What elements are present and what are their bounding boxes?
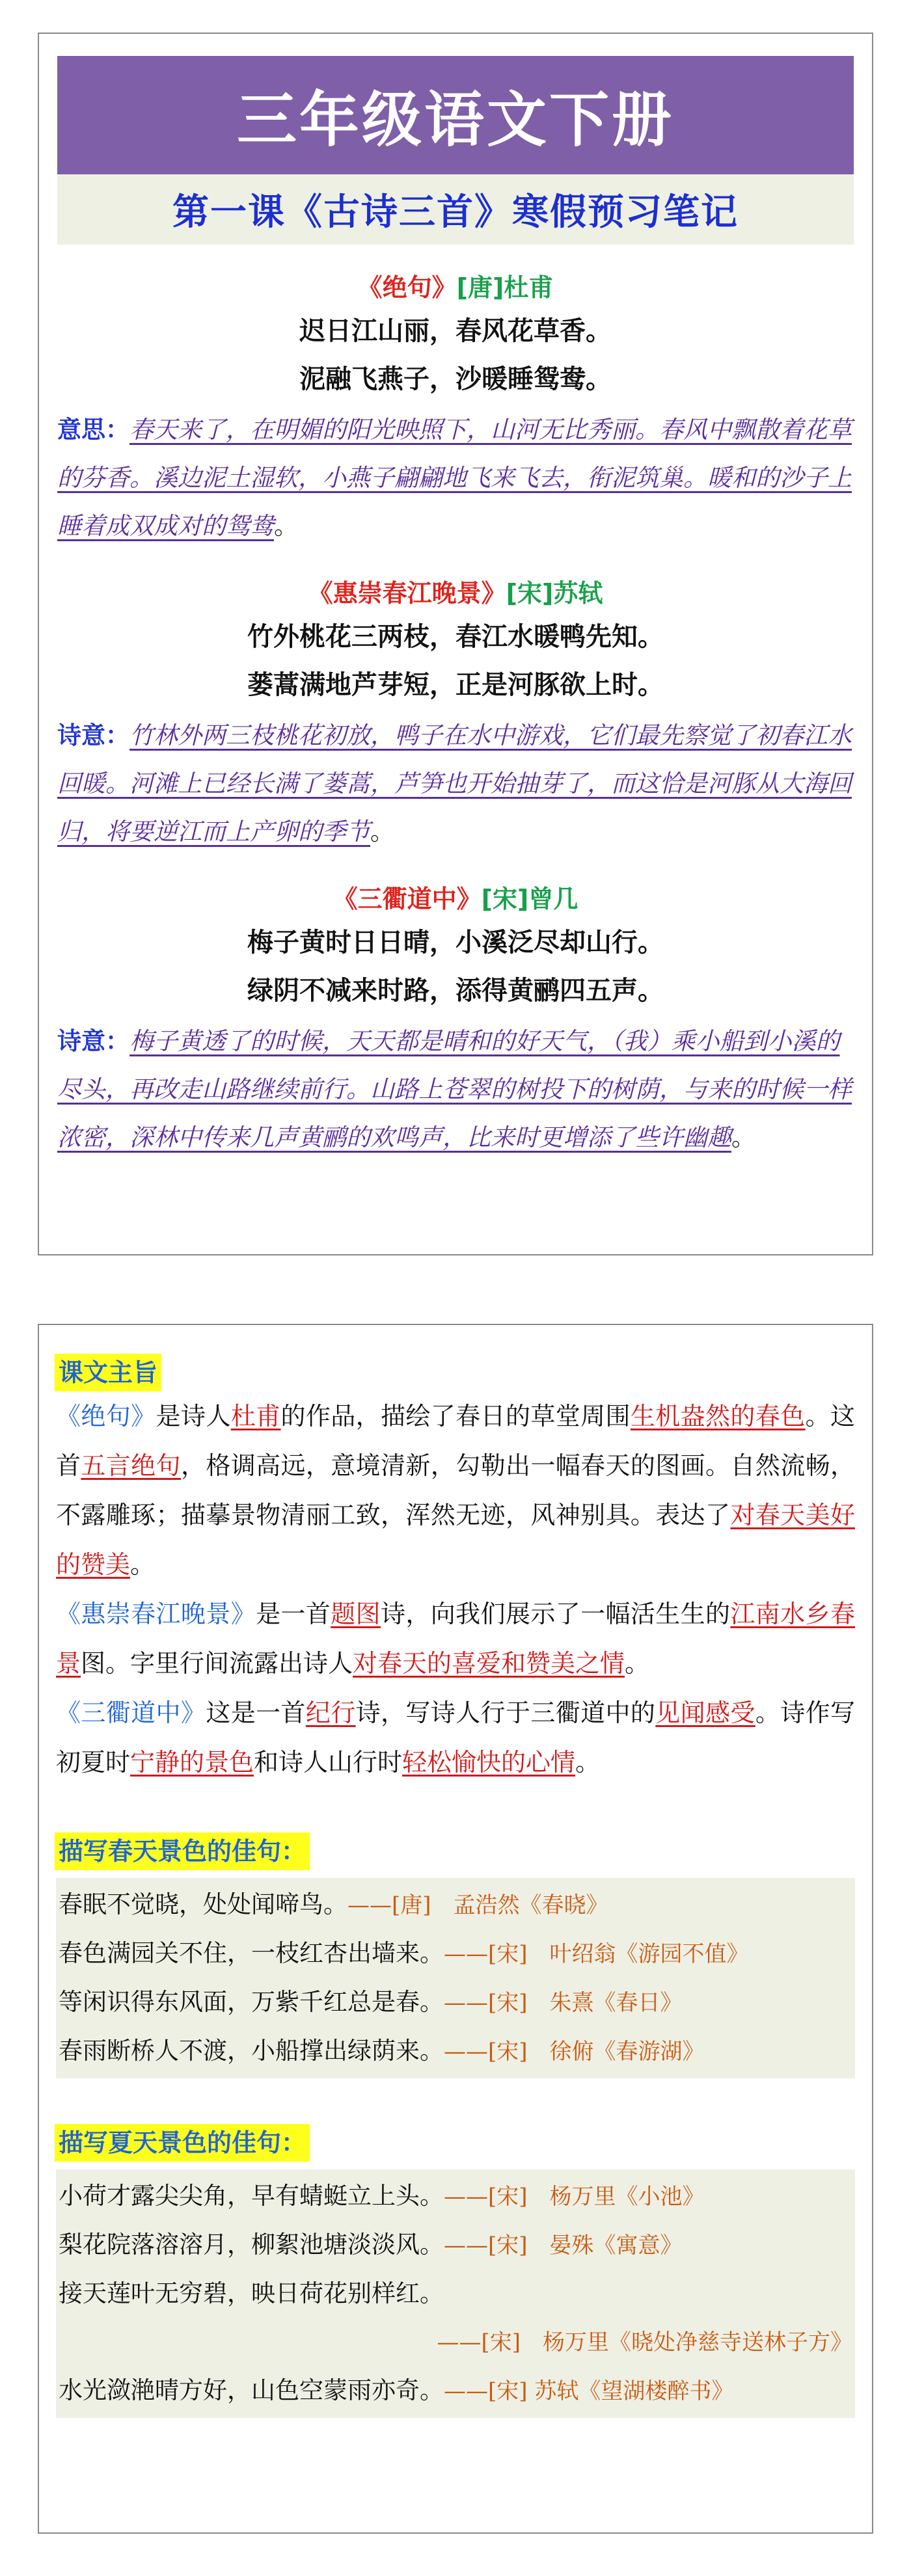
quote-source: ——[宋] 晏殊《寓意》 — [444, 2233, 683, 2259]
summary-text: 的作品，描绘了春日的草堂周围 — [280, 1402, 631, 1430]
poem-sanqu — [57, 879, 854, 1162]
poem-author: [宋]苏轼 — [506, 579, 603, 608]
meaning-end: 。 — [731, 1123, 755, 1151]
meaning-text: 梅子黄透了的时候，天天都是晴和的好天气，（我）乘小船到小溪的尽头，再改走山路继续前行。山路上苍翠的树投下的树荫，与来的时候一样浓密，深林中传来几声黄鹂的欢鸣声，比来时更增添了些许幽趣 — [57, 1027, 852, 1151]
highlight-text: 对春天的喜爱和赞美之情 — [353, 1649, 625, 1678]
quote-text: 春色满园关不住，一枝红杏出墙来。 — [59, 1939, 444, 1967]
poem-name: 《惠崇春江晚景》 — [308, 579, 506, 608]
summary-text: 诗，写诗人行于三衢道中的 — [355, 1698, 656, 1727]
summary-paragraph — [56, 1589, 855, 1688]
poem-name: 《三衢道中》 — [333, 885, 482, 913]
highlight-text: 五言绝句 — [81, 1451, 181, 1480]
quote-source: ——[唐] 孟浩然《春晓》 — [347, 1892, 608, 1918]
quote-text: 春雨断桥人不渡，小船撑出绿荫来。 — [59, 2037, 444, 2065]
spring-quotes — [56, 1878, 855, 2078]
summary-text: 是一首 — [256, 1600, 331, 1628]
highlight-text: 对春天美好的赞美 — [56, 1501, 855, 1579]
highlight-text: 江南水乡春景 — [56, 1600, 855, 1678]
page-title: 三年级语文下册 — [57, 56, 854, 174]
highlight-text: 轻松愉快的心情 — [402, 1748, 576, 1777]
poems-card — [38, 33, 873, 1255]
poem-author: [唐]杜甫 — [456, 273, 554, 302]
summary-heading: 课文主旨 — [55, 1354, 161, 1391]
poem-author: [宋]曾几 — [481, 885, 578, 913]
meaning-text: 竹林外两三枝桃花初放，鸭子在水中游戏，它们最先察觉了初春江水回暖。河滩上已经长满了蒌蒿，芦笋也开始抽芽了，而这恰是河豚从大海回归，将要逆江而上产卵的季节 — [57, 721, 852, 846]
quote-text: 小荷才露尖尖角，早有蜻蜓立上头。 — [59, 2182, 444, 2210]
quote-line — [59, 2221, 852, 2270]
highlight-text: 纪行 — [305, 1698, 356, 1727]
meaning-label: 诗意： — [57, 1027, 129, 1055]
meaning-text: 春天来了，在明媚的阳光映照下，山河无比秀丽。春风中飘散着花草的芬香。溪边泥土湿软，小燕子翩翩地飞来飞去，衔泥筑巢。暖和的沙子上睡着成双成对的鸳鸯 — [57, 416, 852, 540]
summary-text: 是诗人 — [156, 1402, 231, 1430]
quote-source: ——[宋] 杨万里《小池》 — [444, 2184, 705, 2210]
summary-text: ，格调高远，意境清新，勾勒出一幅春天的图画。自然流畅，不露雕琢；描摹景物清丽工致，浑然无迹，风神别具。表达了 — [56, 1451, 855, 1529]
poem-title — [57, 879, 854, 919]
summary-text: 和诗人山行时 — [254, 1748, 403, 1777]
highlight-text: 《三衢道中》 — [56, 1698, 206, 1727]
meaning-label: 意思： — [57, 416, 129, 444]
poem-line: 蒌蒿满地芦芽短，正是河豚欲上时。 — [247, 670, 664, 700]
highlight-text: 生机盎然的春色 — [630, 1402, 806, 1430]
poem-meaning — [57, 712, 854, 856]
poem-jueju — [57, 268, 854, 550]
quote-line — [59, 2367, 852, 2415]
quote-source: ——[宋] 苏轼《望湖楼醉书》 — [444, 2378, 734, 2404]
quote-text: 水光潋滟晴方好，山色空蒙雨亦奇。 — [59, 2376, 444, 2404]
summary-text: 。 — [130, 1550, 156, 1579]
quote-line — [59, 2270, 852, 2318]
highlight-text: 题图 — [331, 1600, 381, 1628]
quote-line — [59, 1929, 852, 1978]
spring-heading: 描写春天景色的佳句： — [55, 1832, 310, 1870]
meaning-end: 。 — [370, 818, 394, 846]
poem-huichong — [57, 574, 854, 856]
summary-text: 。这首 — [56, 1402, 855, 1480]
quote-source: ——[宋] 徐俯《春游湖》 — [444, 2039, 705, 2065]
poem-line: 泥融飞燕子，沙暖睡鸳鸯。 — [299, 364, 612, 394]
highlight-text: 杜甫 — [230, 1402, 281, 1430]
quote-text: 梨花院落溶溶月，柳絮池塘淡淡风。 — [59, 2231, 444, 2259]
poem-title — [57, 574, 854, 613]
quote-text: 接天莲叶无穷碧，映日荷花别样红。 — [59, 2279, 444, 2307]
quote-source: ——[宋] 朱熹《春日》 — [444, 1990, 683, 2016]
poem-meaning — [57, 406, 854, 550]
quote-source: ——[宋] 杨万里《晓处净慈寺送林子方》 — [437, 2329, 852, 2355]
poem-meaning — [57, 1017, 854, 1162]
summary-text: 这是一首 — [206, 1698, 306, 1727]
poem-name: 《绝句》 — [357, 273, 457, 302]
quote-line — [59, 1881, 852, 1929]
poem-line: 竹外桃花三两枝，春江水暖鸭先知。 — [247, 622, 664, 652]
summary-text: 图。字里行间流露出诗人 — [81, 1649, 353, 1678]
summer-heading: 描写夏天景色的佳句： — [55, 2124, 310, 2162]
quote-line — [59, 1978, 852, 2027]
poem-line: 梅子黄时日日晴，小溪泛尽却山行。 — [247, 928, 664, 958]
quote-text: 等闲识得东风面，万紫千红总是春。 — [59, 1988, 444, 2016]
quote-line — [59, 2027, 852, 2076]
highlight-text: 《惠崇春江晚景》 — [56, 1600, 256, 1628]
poem-line: 迟日江山丽，春风花草香。 — [299, 316, 612, 346]
poem-title — [57, 268, 854, 307]
notes-card — [38, 1324, 873, 2534]
highlight-text: 见闻感受 — [655, 1698, 755, 1727]
meaning-label: 诗意： — [57, 721, 129, 749]
summary-paragraph — [56, 1688, 855, 1787]
meaning-end: 。 — [274, 512, 298, 540]
highlight-text: 宁静的景色 — [130, 1748, 254, 1777]
highlight-text: 《绝句》 — [56, 1402, 156, 1430]
summary-text: 。 — [625, 1649, 650, 1678]
quote-line — [59, 2172, 852, 2221]
summary-text: 。诗作写初夏时 — [56, 1698, 855, 1777]
summary-text: 诗，向我们展示了一幅活生生的 — [381, 1600, 731, 1628]
quote-source: ——[宋] 叶绍翁《游园不值》 — [444, 1941, 749, 1967]
quote-line — [59, 2318, 852, 2367]
summer-quotes — [56, 2169, 855, 2418]
summary-text: 。 — [575, 1748, 601, 1777]
quote-text: 春眠不觉晓，处处闻啼鸟。 — [59, 1890, 347, 1918]
page-subtitle: 第一课《古诗三首》寒假预习笔记 — [57, 174, 854, 245]
poem-line: 绿阴不减来时路，添得黄鹂四五声。 — [247, 976, 664, 1006]
summary-paragraph — [56, 1391, 855, 1589]
